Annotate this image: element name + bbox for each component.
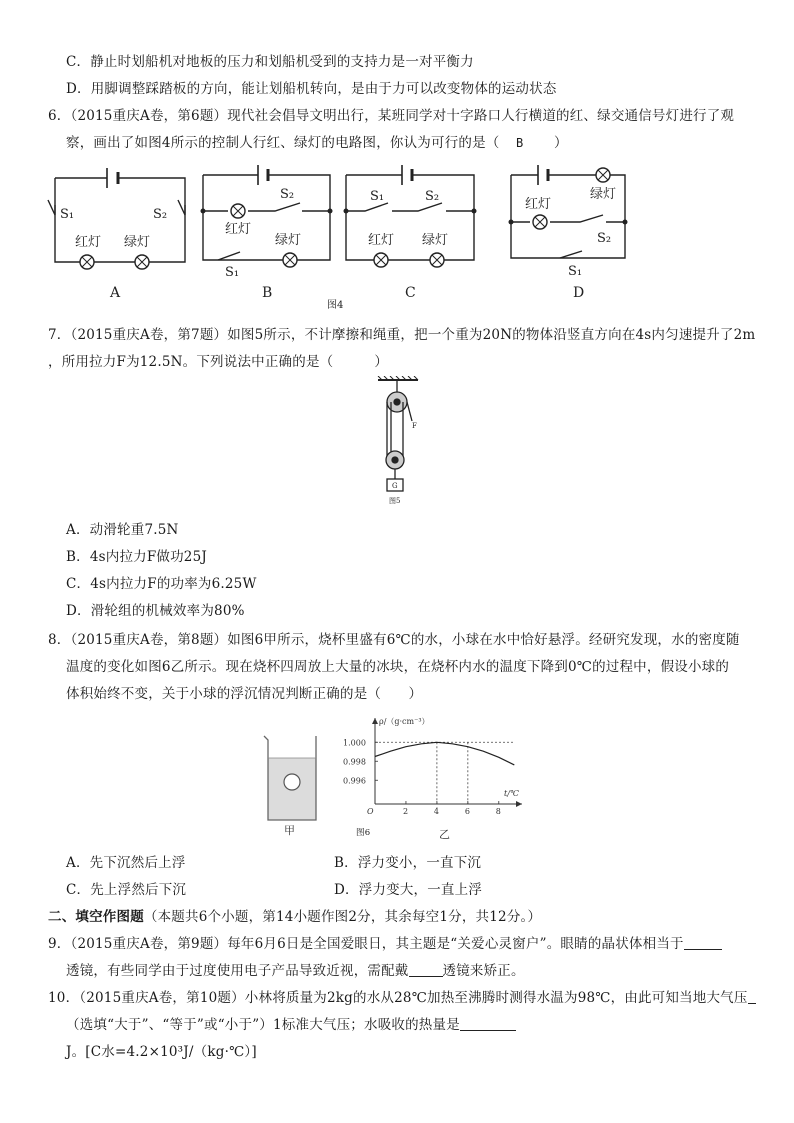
- beaker-figure: [258, 726, 328, 841]
- circuit-c-s1: S₁: [370, 189, 385, 204]
- circuit-b-s2: S₂: [280, 187, 295, 202]
- circuit-b-green: 绿灯: [275, 233, 302, 248]
- x-tick-label: 8: [495, 807, 501, 816]
- circuit-d-green: 绿灯: [590, 187, 617, 202]
- q10-blank-2[interactable]: [460, 1016, 516, 1031]
- q5-option-d: D．用脚调整踩踏板的方向，能让划船机转向，是由于力可以改变物体的运动状态: [66, 81, 557, 97]
- circuit-a-label: A: [110, 285, 121, 301]
- q7-option-b: B．4s内拉力F做功25J: [66, 549, 207, 565]
- q9-stem-text: 9．（2015重庆A卷，第9题）每年6月6日是全国爱眼日，其主题是“关爱心灵窗户”。眼睛的晶状体相当于: [48, 936, 684, 952]
- q5-option-c: C．静止时划船机对地板的压力和划船机受到的支持力是一对平衡力: [66, 54, 474, 70]
- x-axis-label: t/℃: [504, 789, 519, 798]
- circuit-c-red: 红灯: [368, 233, 395, 248]
- pulley-force-label: F: [412, 422, 417, 430]
- circuit-c-label: C: [405, 285, 416, 301]
- q6-stem-text: 察，画出了如图4所示的控制人行红、绿灯的电路图，你认为可行的是（: [66, 135, 500, 151]
- circuit-d-s2: S₂: [597, 231, 612, 246]
- circuit-b-s1: S₁: [225, 265, 240, 280]
- q7-option-d: D．滑轮组的机械效率为80%: [66, 603, 245, 619]
- circuit-a-s2: S₂: [153, 207, 168, 222]
- section-2-note: （本题共6个小题，第14小题作图2分，其余每空1分，共12分。）: [143, 909, 542, 925]
- circuit-b: [203, 165, 330, 267]
- figure-5-caption: 图5: [389, 497, 401, 505]
- x-tick-label: 4: [433, 807, 439, 816]
- origin-label: O: [367, 807, 374, 816]
- y-tick-label: 1.000: [343, 738, 366, 748]
- circuit-b-red: 红灯: [225, 222, 252, 237]
- circuit-d-s1: S₁: [568, 264, 583, 279]
- q10-stem-line3: J。[C水=4.2×10³J/（kg·℃）]: [66, 1044, 257, 1060]
- figure-6-caption: 图6: [356, 828, 371, 838]
- q7-stem-line2: ，所用拉力F为12.5N。下列说法中正确的是（ ）: [48, 354, 389, 370]
- section-2-heading: [48, 905, 541, 925]
- q8-option-b: B．浮力变小，一直下沉: [334, 855, 482, 871]
- q6-stem-line1: 6．（2015重庆A卷，第6题）现代社会倡导文明出行，某班同学对十字路口人行横道的红、绿交通信号灯进行了观: [48, 108, 735, 124]
- circuit-a-green: 绿灯: [124, 235, 151, 250]
- circuit-d-label: D: [573, 285, 585, 301]
- q7-option-a: A．动滑轮重7.5N: [66, 522, 179, 538]
- beaker-label: 甲: [284, 824, 295, 837]
- y-axis-label: ρ/（g·cm⁻³）: [379, 717, 430, 726]
- figure-4-caption: 图4: [327, 300, 344, 311]
- circuit-c: [346, 165, 474, 267]
- circuit-c-s2: S₂: [425, 189, 440, 204]
- x-tick-label: 2: [402, 807, 409, 816]
- q6-answer: B: [516, 136, 524, 150]
- q8-option-a: A．先下沉然后上浮: [66, 855, 186, 871]
- q10-stem-text-2: （选填“大于”、“等于”或“小于”）1标准大气压；水吸收的热量是: [66, 1017, 460, 1033]
- section-2-title: 二、填空作图题: [48, 909, 144, 925]
- y-tick-label: 0.996: [343, 776, 366, 786]
- q6-stem-close: ）: [553, 135, 568, 151]
- density-chart: [330, 714, 530, 834]
- x-tick-label: 6: [464, 807, 470, 816]
- q9-stem-text-a: 透镜，有些同学由于过度使用电子产品导致近视，需配戴: [66, 963, 409, 979]
- circuit-c-green: 绿灯: [422, 233, 449, 248]
- q7-option-c: C．4s内拉力F的功率为6.25W: [66, 576, 257, 592]
- q10-blank-1[interactable]: [748, 989, 756, 1004]
- density-curve-1: [375, 742, 514, 765]
- q6-circuit-figure: [0, 160, 794, 320]
- pulley-weight-label: G: [392, 482, 398, 490]
- q6-stem-line2: [66, 131, 568, 151]
- pulley-figure: [368, 376, 428, 506]
- q8-option-c: C．先上浮然后下沉: [66, 882, 187, 898]
- y-tick-label: 0.998: [343, 757, 366, 767]
- q8-stem-line2: 温度的变化如图6乙所示。现在烧杯四周放上大量的冰块，在烧杯内水的温度下降到0℃的过程中，假设小球的: [66, 659, 730, 675]
- circuit-a-s1: S₁: [60, 207, 75, 222]
- q9-stem-line2: [66, 959, 525, 979]
- q9-stem-line1: [48, 932, 722, 952]
- q10-stem-line2: [66, 1013, 516, 1033]
- q7-stem-line1: 7．（2015重庆A卷，第7题）如图5所示，不计摩擦和绳重，把一个重为20N的物体沿竖直方向在4s内匀速提升了2m: [48, 327, 756, 343]
- q9-blank-1[interactable]: [684, 935, 722, 950]
- circuit-d-red: 红灯: [525, 197, 552, 212]
- graph-label: 乙: [439, 828, 451, 841]
- q8-option-d: D．浮力变大，一直上浮: [334, 882, 483, 898]
- y-axis-arrow: [372, 718, 378, 724]
- x-axis-arrow: [516, 801, 522, 807]
- circuit-b-label: B: [262, 285, 273, 301]
- q8-stem-line3: 体积始终不变，关于小球的浮沉情况判断正确的是（ ）: [66, 686, 423, 702]
- q9-stem-text-b: 透镜来矫正。: [442, 963, 525, 979]
- circuit-a-red: 红灯: [75, 235, 102, 250]
- q10-stem-line1: [48, 986, 756, 1006]
- q10-stem-text: 10．（2015重庆A卷，第10题）小林将质量为2kg的水从28℃加热至沸腾时测得水温为98℃，由此可知当地大气压: [48, 990, 748, 1006]
- q8-stem-line1: 8．（2015重庆A卷，第8题）如图6甲所示，烧杯里盛有6℃的水，小球在水中恰好悬浮。经研究发现，水的密度随: [48, 632, 740, 648]
- q9-blank-2[interactable]: [409, 962, 443, 977]
